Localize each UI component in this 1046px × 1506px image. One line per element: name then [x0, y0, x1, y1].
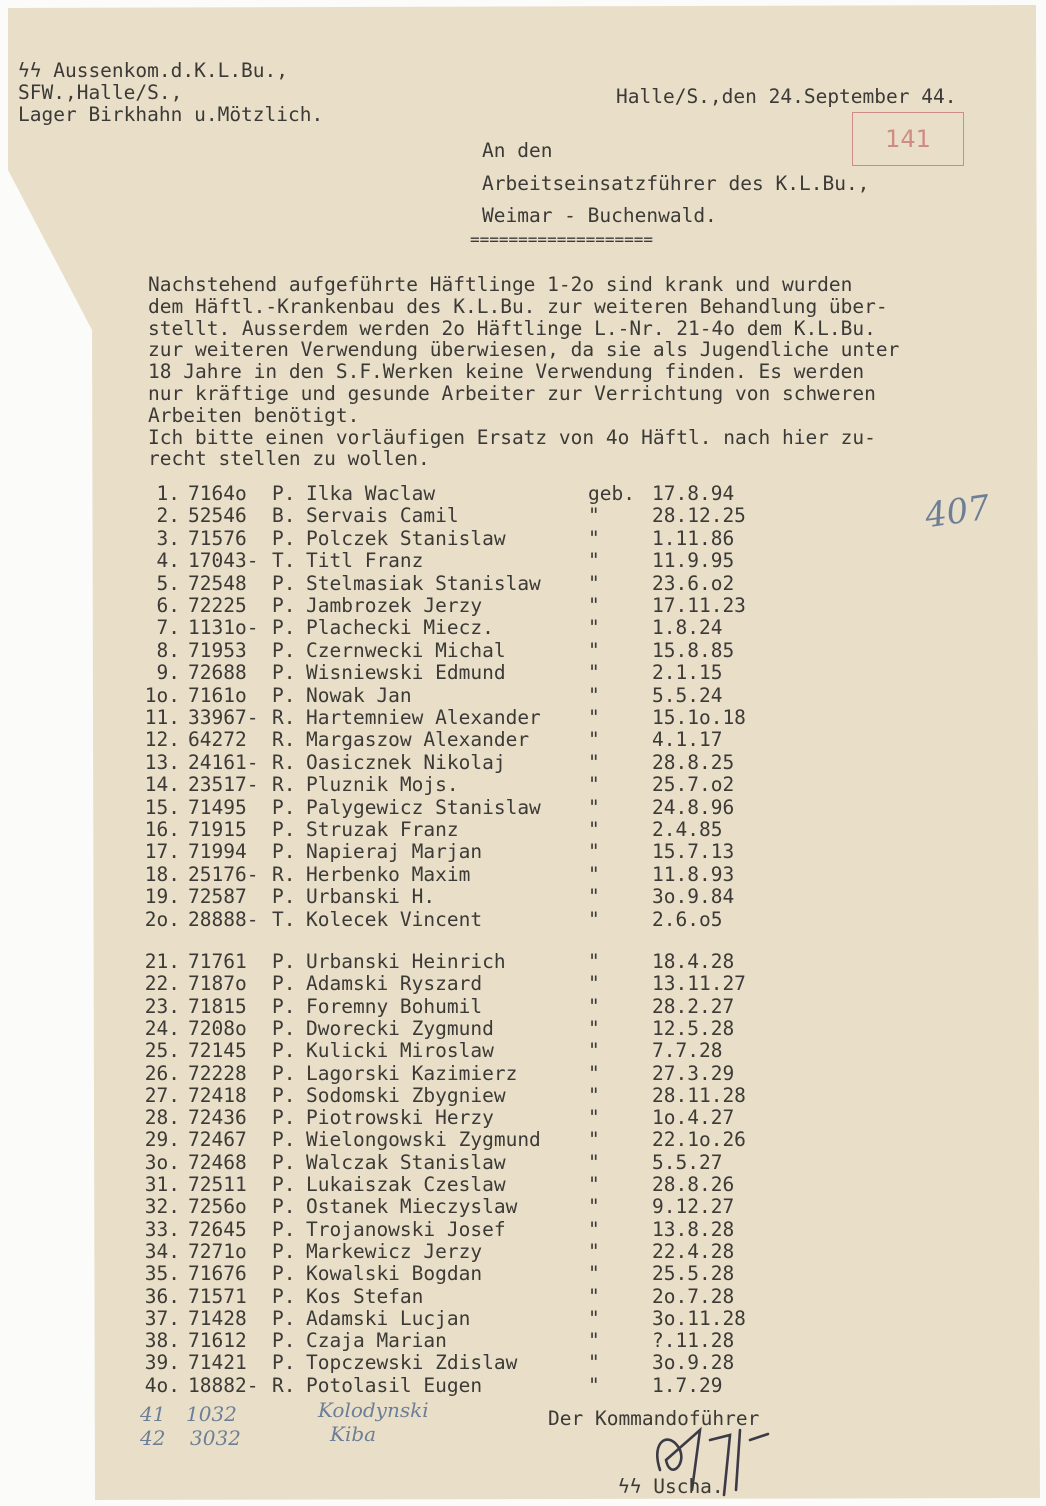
row-number: 31. — [144, 1173, 180, 1196]
handwritten-margin-note: 407 — [922, 487, 993, 537]
born-marker: " — [588, 683, 600, 707]
prisoner-name: Oasicznek Nikolaj — [306, 750, 506, 774]
prisoner-number: 72548 — [188, 571, 247, 595]
nationality-code: P. — [272, 1195, 296, 1219]
row-number: 16. — [144, 818, 180, 841]
prisoner-number: 7271o — [188, 1239, 247, 1263]
prisoner-name: Nowak Jan — [306, 683, 412, 707]
prisoner-name: Urbanski H. — [306, 885, 436, 909]
prisoner-number: 72418 — [188, 1083, 247, 1107]
prisoner-number: 71815 — [188, 994, 247, 1018]
birth-date: 5.5.27 — [652, 1150, 723, 1174]
prisoner-number: 71761 — [188, 950, 247, 973]
born-marker: " — [588, 972, 600, 996]
prisoner-number: 72587 — [188, 885, 247, 909]
prisoner-number: 71428 — [188, 1306, 247, 1330]
prisoner-name: Ostanek Mieczyslaw — [306, 1195, 518, 1219]
prisoner-number: 71915 — [188, 818, 247, 841]
birth-date: ?.11.28 — [652, 1329, 735, 1353]
birth-date: 11.8.93 — [652, 862, 735, 886]
born-marker: " — [588, 728, 600, 752]
birth-date: 3o.11.28 — [652, 1306, 746, 1330]
row-number: 24. — [144, 1016, 180, 1040]
born-marker: " — [588, 526, 600, 550]
born-marker: " — [588, 1239, 600, 1263]
recipient-line-3: Weimar - Buchenwald. — [482, 204, 717, 227]
nationality-code: R. — [272, 728, 296, 752]
born-marker: geb. — [588, 482, 635, 505]
birth-date: 11.9.95 — [652, 549, 735, 573]
prisoner-name: Markewicz Jerzy — [306, 1239, 483, 1263]
closing-kommandofuehrer: Der Kommandoführer — [548, 1407, 760, 1430]
nationality-code: P. — [272, 526, 296, 550]
born-marker: " — [588, 1351, 600, 1375]
born-marker: " — [588, 1284, 600, 1308]
prisoner-name: Urbanski Heinrich — [306, 950, 506, 973]
prisoner-name: Lagorski Kazimierz — [306, 1061, 518, 1085]
nationality-code: P. — [272, 1106, 296, 1130]
birth-date: 17.11.23 — [652, 594, 746, 617]
birth-date: 27.3.29 — [652, 1061, 735, 1085]
prisoner-number: 28888- — [188, 907, 259, 931]
prisoner-number: 72467 — [188, 1128, 247, 1152]
prisoner-name: Margaszow Alexander — [306, 728, 530, 752]
birth-date: 15.8.85 — [652, 638, 735, 662]
prisoner-name: Kulicki Miroslaw — [306, 1039, 494, 1063]
prisoner-number: 71571 — [188, 1284, 247, 1308]
body-line: 18 Jahre in den S.F.Werken keine Verwendung finden. Es werden — [148, 360, 865, 384]
born-marker: " — [588, 1106, 600, 1130]
birth-date: 25.7.o2 — [652, 773, 735, 797]
prisoner-name: Walczak Stanislaw — [306, 1150, 506, 1174]
row-number: 39. — [144, 1351, 180, 1375]
row-number: 36. — [144, 1284, 180, 1308]
nationality-code: P. — [272, 818, 296, 841]
handwritten-row-41-name: Kolodynski — [318, 1398, 429, 1422]
prisoner-number: 1131o- — [188, 616, 259, 640]
prisoner-number: 72511 — [188, 1173, 247, 1196]
born-marker: " — [588, 1217, 600, 1241]
prisoner-name: Jambrozek Jerzy — [306, 594, 483, 617]
birth-date: 13.11.27 — [652, 972, 746, 996]
born-marker: " — [588, 994, 600, 1018]
nationality-code: P. — [272, 795, 296, 819]
row-number: 19. — [144, 885, 180, 909]
prisoner-number: 71576 — [188, 526, 247, 550]
birth-date: 28.8.25 — [652, 750, 735, 774]
prisoner-name: Plachecki Miecz. — [306, 616, 494, 640]
row-number: 27. — [144, 1083, 180, 1107]
birth-date: 4.1.17 — [652, 728, 723, 752]
born-marker: " — [588, 773, 600, 797]
born-marker: " — [588, 1306, 600, 1330]
nationality-code: R. — [272, 750, 296, 774]
rank-uscha: ϟϟ Uscha. — [618, 1475, 724, 1498]
row-number: 22. — [144, 972, 180, 996]
nationality-code: P. — [272, 1128, 296, 1152]
birth-date: 28.11.28 — [652, 1083, 746, 1107]
row-number: 2o. — [144, 907, 180, 931]
handwritten-row-42-name: Kiba — [330, 1422, 377, 1446]
birth-date: 28.8.26 — [652, 1173, 735, 1196]
row-number: 1o. — [144, 683, 180, 707]
born-marker: " — [588, 1195, 600, 1219]
row-number: 15. — [144, 795, 180, 819]
body-line: zur weiteren Verwendung überwiesen, da sie als Jugendliche unter — [148, 338, 900, 362]
born-marker: " — [588, 638, 600, 662]
prisoner-name: Servais Camil — [306, 504, 459, 528]
row-number: 4. — [156, 549, 180, 573]
nationality-code: R. — [272, 862, 296, 886]
row-number: 4o. — [144, 1373, 180, 1397]
prisoner-name: Foremny Bohumil — [306, 994, 483, 1018]
born-marker: " — [588, 750, 600, 774]
prisoner-number: 71994 — [188, 840, 247, 864]
prisoner-number: 72436 — [188, 1106, 247, 1130]
nationality-code: P. — [272, 571, 296, 595]
recipient-line-1: An den — [482, 139, 553, 162]
row-number: 11. — [144, 706, 180, 729]
handwritten-row-41-no: 41 — [140, 1402, 166, 1426]
nationality-code: P. — [272, 1239, 296, 1263]
prisoner-name: Stelmasiak Stanislaw — [306, 571, 541, 595]
birth-date: 2o.7.28 — [652, 1284, 735, 1308]
nationality-code: P. — [272, 972, 296, 996]
nationality-code: R. — [272, 773, 296, 797]
birth-date: 17.8.94 — [652, 482, 735, 505]
prisoner-name: Topczewski Zdislaw — [306, 1351, 518, 1375]
row-number: 13. — [144, 750, 180, 774]
birth-date: 3o.9.84 — [652, 885, 735, 909]
body-line: Nachstehend aufgeführte Häftlinge 1-2o sind krank und wurden — [148, 273, 853, 296]
prisoner-name: Lukaiszak Czeslaw — [306, 1173, 506, 1196]
prisoner-number: 72688 — [188, 661, 247, 685]
prisoner-number: 72145 — [188, 1039, 247, 1063]
prisoner-name: Czaja Marian — [306, 1329, 447, 1353]
row-number: 29. — [144, 1128, 180, 1152]
prisoner-name: Potolasil Eugen — [306, 1373, 483, 1397]
nationality-code: P. — [272, 1150, 296, 1174]
nationality-code: P. — [272, 950, 296, 973]
body-line: nur kräftige und gesunde Arbeiter zur Verrichtung von schweren — [148, 382, 876, 405]
birth-date: 25.5.28 — [652, 1262, 735, 1286]
birth-date: 28.12.25 — [652, 504, 746, 528]
nationality-code: T. — [272, 549, 296, 573]
recipient-underline: =================== — [470, 230, 654, 249]
prisoner-number: 71421 — [188, 1351, 247, 1375]
row-number: 14. — [144, 773, 180, 797]
place-date: Halle/S.,den 24.September 44. — [616, 85, 957, 108]
birth-date: 24.8.96 — [652, 795, 735, 819]
nationality-code: P. — [272, 661, 296, 685]
born-marker: " — [588, 1373, 600, 1397]
prisoner-name: Piotrowski Herzy — [306, 1106, 494, 1130]
body-line: recht stellen zu wollen. — [148, 447, 430, 471]
row-number: 3. — [156, 526, 180, 550]
nationality-code: P. — [272, 594, 296, 617]
receipt-stamp: 141 — [852, 112, 964, 166]
prisoner-name: Wielongowski Zygmund — [306, 1128, 541, 1152]
nationality-code: P. — [272, 1016, 296, 1040]
prisoner-number: 23517- — [188, 773, 259, 797]
nationality-code: P. — [272, 1039, 296, 1063]
birth-date: 22.4.28 — [652, 1239, 735, 1263]
prisoner-name: Struzak Franz — [306, 818, 459, 841]
nationality-code: P. — [272, 1284, 296, 1308]
nationality-code: P. — [272, 840, 296, 864]
nationality-code: P. — [272, 616, 296, 640]
born-marker: " — [588, 840, 600, 864]
row-number: 17. — [144, 840, 180, 864]
born-marker: " — [588, 950, 600, 973]
prisoner-name: Trojanowski Josef — [306, 1217, 506, 1241]
prisoner-number: 64272 — [188, 728, 247, 752]
prisoner-number: 7187o — [188, 972, 247, 996]
birth-date: 15.7.13 — [652, 840, 735, 864]
row-number: 6. — [156, 594, 180, 617]
birth-date: 1.11.86 — [652, 526, 735, 550]
born-marker: " — [588, 616, 600, 640]
row-number: 37. — [144, 1306, 180, 1330]
born-marker: " — [588, 549, 600, 573]
row-number: 26. — [144, 1061, 180, 1085]
born-marker: " — [588, 1150, 600, 1174]
prisoner-name: Kolecek Vincent — [306, 907, 483, 931]
prisoner-number: 52546 — [188, 504, 247, 528]
row-number: 3o. — [144, 1150, 180, 1174]
row-number: 12. — [144, 728, 180, 752]
born-marker: " — [588, 1016, 600, 1040]
handwritten-row-42-num: 3032 — [190, 1426, 241, 1450]
birth-date: 1o.4.27 — [652, 1106, 735, 1130]
handwritten-row-41-num: 1032 — [186, 1402, 237, 1426]
nationality-code: P. — [272, 1262, 296, 1286]
prisoner-name: Palygewicz Stanislaw — [306, 795, 541, 819]
prisoner-number: 72225 — [188, 594, 247, 617]
row-number: 28. — [144, 1106, 180, 1130]
row-number: 34. — [144, 1239, 180, 1263]
prisoner-name: Ilka Waclaw — [306, 482, 436, 505]
birth-date: 1.8.24 — [652, 616, 723, 640]
birth-date: 28.2.27 — [652, 994, 735, 1018]
nationality-code: R. — [272, 706, 296, 729]
born-marker: " — [588, 862, 600, 886]
row-number: 38. — [144, 1329, 180, 1353]
nationality-code: P. — [272, 1173, 296, 1196]
body-line: Arbeiten benötigt. — [148, 403, 360, 427]
prisoner-number: 7208o — [188, 1016, 247, 1040]
prisoner-number: 33967- — [188, 706, 259, 729]
prisoner-name: Pluznik Mojs. — [306, 773, 459, 797]
born-marker: " — [588, 571, 600, 595]
body-line: dem Häftl.-Krankenbau des K.L.Bu. zur weiteren Behandlung über- — [148, 294, 888, 318]
nationality-code: R. — [272, 1373, 296, 1397]
birth-date: 15.1o.18 — [652, 706, 746, 729]
prisoner-number: 7256o — [188, 1195, 247, 1219]
prisoner-number: 72645 — [188, 1217, 247, 1241]
nationality-code: P. — [272, 1351, 296, 1375]
prisoner-number: 7164o — [188, 482, 247, 505]
prisoner-name: Wisniewski Edmund — [306, 661, 506, 685]
birth-date: 22.1o.26 — [652, 1128, 746, 1152]
row-number: 21. — [144, 950, 180, 973]
prisoner-number: 25176- — [188, 862, 259, 886]
nationality-code: P. — [272, 482, 296, 505]
prisoner-name: Polczek Stanislaw — [306, 526, 506, 550]
prisoner-name: Kowalski Bogdan — [306, 1262, 483, 1286]
born-marker: " — [588, 1262, 600, 1286]
born-marker: " — [588, 907, 600, 931]
nationality-code: P. — [272, 1217, 296, 1241]
prisoner-number: 17043- — [188, 549, 259, 573]
birth-date: 5.5.24 — [652, 683, 723, 707]
sender-line-2: SFW.,Halle/S., — [18, 81, 183, 104]
sender-line-1: ϟϟ Aussenkom.d.K.L.Bu., — [18, 59, 289, 82]
row-number: 9. — [156, 661, 180, 685]
born-marker: " — [588, 885, 600, 909]
recipient-line-2: Arbeitseinsatzführer des K.L.Bu., — [482, 172, 870, 195]
body-line: Ich bitte einen vorläufigen Ersatz von 4o Häftl. nach hier zu- — [148, 425, 876, 449]
row-number: 8. — [156, 638, 180, 662]
prisoner-number: 71612 — [188, 1329, 247, 1353]
birth-date: 2.1.15 — [652, 661, 723, 685]
row-number: 23. — [144, 994, 180, 1018]
born-marker: " — [588, 1039, 600, 1063]
nationality-code: P. — [272, 1329, 296, 1353]
born-marker: " — [588, 795, 600, 819]
born-marker: " — [588, 818, 600, 841]
born-marker: " — [588, 706, 600, 729]
row-number: 7. — [156, 616, 180, 640]
prisoner-number: 71676 — [188, 1262, 247, 1286]
prisoner-name: Adamski Ryszard — [306, 972, 483, 996]
prisoner-number: 18882- — [188, 1373, 259, 1397]
row-number: 32. — [144, 1195, 180, 1219]
born-marker: " — [588, 1173, 600, 1196]
prisoner-name: Czernwecki Michal — [306, 638, 506, 662]
born-marker: " — [588, 594, 600, 617]
born-marker: " — [588, 1329, 600, 1353]
birth-date: 13.8.28 — [652, 1217, 735, 1241]
prisoner-number: 71495 — [188, 795, 247, 819]
prisoner-name: Napieraj Marjan — [306, 840, 483, 864]
row-number: 18. — [144, 862, 180, 886]
nationality-code: B. — [272, 504, 296, 528]
birth-date: 2.4.85 — [652, 818, 723, 841]
prisoner-name: Adamski Lucjan — [306, 1306, 471, 1330]
handwritten-row-42-no: 42 — [140, 1426, 166, 1450]
birth-date: 18.4.28 — [652, 950, 735, 973]
row-number: 33. — [144, 1217, 180, 1241]
prisoner-name: Hartemniew Alexander — [306, 706, 541, 729]
prisoner-name: Dworecki Zygmund — [306, 1016, 494, 1040]
row-number: 1. — [156, 482, 180, 505]
row-number: 25. — [144, 1039, 180, 1063]
birth-date: 2.6.o5 — [652, 907, 723, 931]
row-number: 5. — [156, 571, 180, 595]
birth-date: 9.12.27 — [652, 1195, 735, 1219]
birth-date: 1.7.29 — [652, 1373, 723, 1397]
birth-date: 3o.9.28 — [652, 1351, 735, 1375]
body-line: stellt. Ausserdem werden 2o Häftlinge L.-Nr. 21-4o dem K.L.Bu. — [148, 316, 876, 340]
sender-line-3: Lager Birkhahn u.Mötzlich. — [18, 103, 324, 126]
birth-date: 23.6.o2 — [652, 571, 735, 595]
row-number: 35. — [144, 1262, 180, 1286]
nationality-code: P. — [272, 683, 296, 707]
nationality-code: P. — [272, 1306, 296, 1330]
born-marker: " — [588, 1061, 600, 1085]
born-marker: " — [588, 1128, 600, 1152]
prisoner-name: Herbenko Maxim — [306, 862, 471, 886]
prisoner-name: Sodomski Zbygniew — [306, 1083, 506, 1107]
prisoner-number: 71953 — [188, 638, 247, 662]
nationality-code: T. — [272, 907, 296, 931]
born-marker: " — [588, 504, 600, 528]
nationality-code: P. — [272, 885, 296, 909]
prisoner-number: 72468 — [188, 1150, 247, 1174]
prisoner-number: 7161o — [188, 683, 247, 707]
born-marker: " — [588, 1083, 600, 1107]
nationality-code: P. — [272, 638, 296, 662]
nationality-code: P. — [272, 1061, 296, 1085]
prisoner-number: 24161- — [188, 750, 259, 774]
nationality-code: P. — [272, 994, 296, 1018]
row-number: 2. — [156, 504, 180, 528]
birth-date: 7.7.28 — [652, 1039, 723, 1063]
birth-date: 12.5.28 — [652, 1016, 735, 1040]
nationality-code: P. — [272, 1083, 296, 1107]
prisoner-name: Kos Stefan — [306, 1284, 424, 1308]
prisoner-name: Titl Franz — [306, 549, 424, 573]
prisoner-number: 72228 — [188, 1061, 247, 1085]
born-marker: " — [588, 661, 600, 685]
